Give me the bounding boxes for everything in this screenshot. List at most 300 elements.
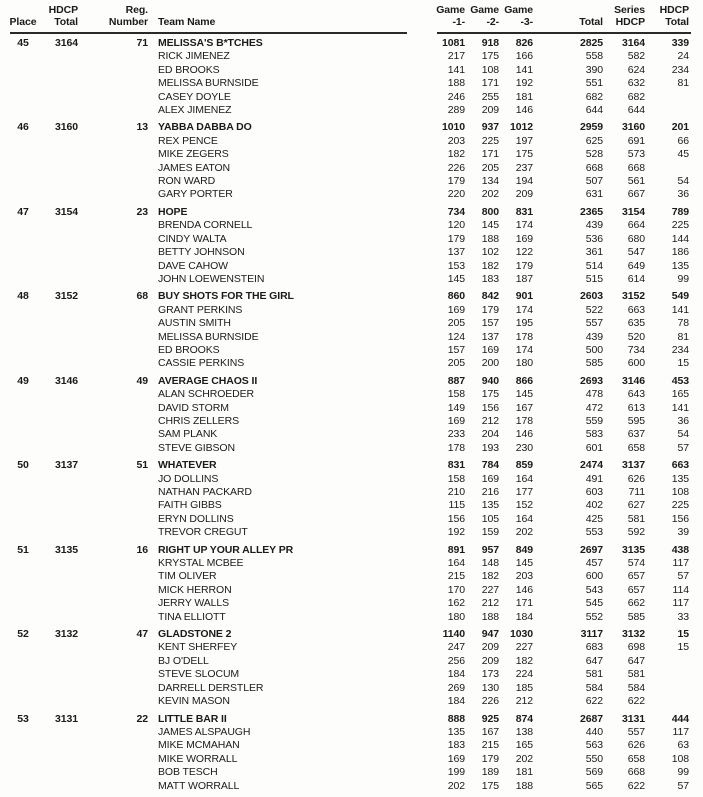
player-row: [0, 641, 692, 654]
player-game3-cell: 152: [515, 499, 533, 512]
empty-cell: [90, 557, 152, 570]
player-game2-cell: 148: [481, 557, 499, 570]
player-game3-cell: 145: [515, 557, 533, 570]
empty-cell: [90, 584, 152, 597]
player-hdcp-cell: 63: [677, 739, 689, 752]
empty-cell: [90, 219, 152, 232]
player-hdcp-cell: 39: [677, 526, 689, 539]
player-name-cell: GARY PORTER: [158, 188, 233, 201]
team-game2-cell: 784: [481, 459, 499, 472]
empty-cell: [90, 473, 152, 486]
team-total-cell: 2825: [580, 37, 603, 49]
empty-cell: [46, 473, 90, 486]
player-game3-cell: 185: [515, 681, 533, 694]
player-game3-cell: 122: [515, 246, 533, 259]
player-hdcp-cell: 57: [677, 570, 689, 583]
player-row: [0, 77, 692, 90]
player-name-cell: JAMES EATON: [158, 161, 231, 174]
empty-cell: [90, 77, 152, 90]
player-game2-cell: 225: [481, 134, 499, 147]
player-game2-cell: 173: [481, 668, 499, 681]
player-name-cell: MIKE ZEGERS: [158, 148, 229, 161]
team-hdcp_total-cell: 3154: [55, 205, 78, 218]
column-header-series_hdcp: [606, 0, 648, 33]
player-name-cell: DAVID STORM: [158, 401, 229, 414]
player-name-cell: JO DOLLINS: [158, 472, 219, 485]
player-hdcp-cell: 57: [677, 441, 689, 454]
team-game3-cell: 874: [515, 712, 533, 725]
player-game1-cell: 188: [447, 77, 465, 90]
empty-cell: [0, 135, 46, 148]
team-hdcp_total-cell: 3160: [55, 121, 78, 134]
team-reg_number-cell: 23: [136, 205, 148, 218]
team-game3-cell: 1012: [510, 121, 533, 134]
player-name-cell: DAVE CAHOW: [158, 259, 228, 272]
player-game3-cell: 141: [515, 63, 533, 76]
player-name-cell: BOB TESCH: [158, 766, 218, 779]
player-game2-cell: 159: [481, 526, 499, 539]
player-name-cell: JAMES ALSPAUGH: [158, 725, 251, 738]
player-game1-cell: 170: [447, 583, 465, 596]
player-game3-cell: 174: [515, 343, 533, 356]
player-row: [0, 317, 692, 330]
player-hdcp-cell: [648, 162, 692, 175]
empty-cell: [90, 148, 152, 161]
empty-cell: [46, 175, 90, 188]
player-game2-cell: 188: [481, 610, 499, 623]
team-hdcp-cell: 453: [671, 374, 689, 387]
empty-cell: [46, 526, 90, 539]
player-game3-cell: 178: [515, 414, 533, 427]
player-name-cell: NATHAN PACKARD: [158, 486, 252, 498]
empty-cell: [90, 331, 152, 344]
empty-cell: [46, 317, 90, 330]
column-header-hdcp_total: [46, 0, 90, 33]
empty-cell: [90, 135, 152, 148]
empty-cell: [90, 260, 152, 273]
team-game3-cell: 1030: [510, 628, 533, 641]
player-row: [0, 331, 692, 344]
player-total-cell: 584: [585, 681, 603, 694]
empty-cell: [0, 273, 46, 286]
empty-cell: [46, 753, 90, 766]
player-series_hdcp-cell: 662: [627, 597, 645, 610]
column-header-top-label: Reg.: [125, 4, 148, 16]
player-game2-cell: 200: [481, 357, 499, 370]
player-game1-cell: 180: [447, 610, 465, 623]
empty-cell: [46, 219, 90, 232]
player-hdcp-cell: 117: [672, 725, 689, 738]
player-series_hdcp-cell: 668: [627, 161, 645, 174]
player-series_hdcp-cell: 682: [627, 90, 645, 103]
player-name-cell: TINA ELLIOTT: [158, 610, 226, 623]
empty-cell: [46, 655, 90, 668]
column-header-total: [536, 0, 606, 33]
player-hdcp-cell: 141: [671, 401, 689, 414]
player-game2-cell: 212: [481, 597, 499, 610]
empty-cell: [90, 188, 152, 201]
empty-cell: [0, 499, 46, 512]
player-row: [0, 246, 692, 259]
player-series_hdcp-cell: 632: [627, 77, 645, 90]
player-game2-cell: 145: [481, 219, 499, 232]
team-place-cell: 47: [17, 205, 29, 218]
player-game2-cell: 175: [481, 779, 499, 792]
player-total-cell: 600: [585, 570, 603, 583]
team-reg_number-cell: 68: [136, 290, 148, 303]
player-game2-cell: 102: [481, 246, 499, 259]
player-game2-cell: 209: [481, 104, 499, 117]
player-game1-cell: 199: [447, 766, 465, 779]
player-hdcp-cell: 81: [677, 330, 689, 343]
player-series_hdcp-cell: 657: [627, 583, 645, 596]
player-total-cell: 514: [585, 259, 603, 272]
team-hdcp-cell: 201: [671, 121, 689, 134]
player-total-cell: 522: [585, 303, 603, 316]
team-total-cell: 2365: [580, 205, 603, 218]
team-row: [0, 286, 692, 303]
empty-cell: [46, 64, 90, 77]
player-series_hdcp-cell: 680: [627, 232, 645, 245]
empty-cell: [46, 726, 90, 739]
player-total-cell: 583: [585, 428, 603, 441]
player-series_hdcp-cell: 658: [627, 752, 645, 765]
column-header-game3: [502, 0, 536, 33]
player-hdcp-cell: 24: [677, 50, 689, 63]
empty-cell: [90, 486, 152, 499]
team-game1-cell: 860: [447, 290, 465, 303]
player-game2-cell: 215: [481, 739, 499, 752]
player-series_hdcp-cell: 637: [627, 428, 645, 441]
player-total-cell: 581: [585, 668, 603, 681]
empty-cell: [46, 344, 90, 357]
player-total-cell: 603: [585, 486, 603, 498]
player-hdcp-cell: 108: [671, 752, 689, 765]
player-total-cell: 457: [585, 557, 603, 570]
team-game1-cell: 888: [447, 712, 465, 725]
player-row: [0, 402, 692, 415]
empty-cell: [0, 415, 46, 428]
empty-cell: [46, 91, 90, 104]
player-series_hdcp-cell: 698: [627, 641, 645, 654]
player-name-cell: JERRY WALLS: [158, 597, 230, 610]
player-total-cell: 683: [585, 641, 603, 654]
team-place-cell: 52: [17, 628, 29, 641]
empty-cell: [0, 317, 46, 330]
team-game1-cell: 831: [447, 459, 465, 472]
player-row: [0, 175, 692, 188]
empty-cell: [46, 668, 90, 681]
player-name-cell: TREVOR CREGUT: [158, 526, 248, 539]
player-name-cell: MELISSA BURNSIDE: [158, 330, 259, 343]
player-game1-cell: 210: [447, 486, 465, 498]
player-game1-cell: 246: [447, 90, 465, 103]
player-hdcp-cell: 99: [677, 766, 689, 779]
player-game3-cell: 167: [515, 401, 533, 414]
player-game2-cell: 105: [481, 512, 499, 525]
player-name-cell: STEVE SLOCUM: [158, 668, 240, 681]
player-total-cell: 559: [585, 414, 603, 427]
player-game1-cell: 120: [447, 219, 465, 232]
player-series_hdcp-cell: 613: [627, 401, 645, 414]
player-series_hdcp-cell: 711: [628, 486, 645, 498]
empty-cell: [90, 162, 152, 175]
player-row: [0, 357, 692, 370]
team-series_hdcp-cell: 3154: [622, 205, 645, 218]
player-game2-cell: 130: [481, 681, 499, 694]
empty-cell: [90, 175, 152, 188]
empty-cell: [46, 246, 90, 259]
team-reg_number-cell: 22: [136, 712, 148, 725]
player-series_hdcp-cell: 691: [627, 134, 645, 147]
player-series_hdcp-cell: 584: [627, 681, 645, 694]
empty-cell: [46, 260, 90, 273]
empty-cell: [0, 695, 46, 708]
player-row: [0, 64, 692, 77]
player-game1-cell: 192: [447, 526, 465, 539]
empty-cell: [0, 175, 46, 188]
column-header-top-label: Game: [504, 4, 533, 16]
empty-cell: [46, 597, 90, 610]
team-place-cell: 53: [17, 712, 29, 725]
team-reg_number-cell: 51: [136, 459, 148, 472]
player-row: [0, 148, 692, 161]
team-series_hdcp-cell: 3152: [622, 290, 645, 303]
player-total-cell: 439: [585, 330, 603, 343]
player-game3-cell: 177: [515, 486, 533, 498]
player-row: [0, 526, 692, 539]
team-series_hdcp-cell: 3146: [622, 374, 645, 387]
player-game3-cell: 202: [515, 752, 533, 765]
player-total-cell: 625: [585, 134, 603, 147]
player-name-cell: CHRIS ZELLERS: [158, 414, 239, 427]
empty-cell: [46, 611, 90, 624]
player-series_hdcp-cell: 668: [627, 766, 645, 779]
team-game1-cell: 1010: [442, 121, 465, 134]
player-series_hdcp-cell: 581: [627, 512, 645, 525]
player-row: [0, 188, 692, 201]
player-game3-cell: 146: [515, 583, 533, 596]
column-header-bottom-label: Place: [9, 15, 37, 28]
player-total-cell: 557: [585, 317, 603, 330]
column-header-bottom-label: Team Name: [158, 15, 216, 28]
player-game2-cell: 216: [481, 486, 499, 498]
team-series_hdcp-cell: 3131: [622, 712, 645, 725]
team-game2-cell: 918: [481, 37, 499, 49]
player-row: [0, 766, 692, 779]
player-name-cell: RICK JIMENEZ: [158, 50, 230, 63]
player-game1-cell: 217: [447, 50, 465, 63]
empty-cell: [46, 499, 90, 512]
empty-cell: [90, 64, 152, 77]
player-game1-cell: 157: [447, 343, 465, 356]
player-series_hdcp-cell: 592: [627, 526, 645, 539]
empty-cell: [46, 442, 90, 455]
player-row: [0, 486, 692, 499]
empty-cell: [90, 50, 152, 63]
column-header-bottom-label: HDCP: [615, 15, 645, 28]
team-game2-cell: 957: [481, 543, 499, 556]
empty-cell: [0, 388, 46, 401]
player-game1-cell: 182: [447, 148, 465, 161]
player-game3-cell: 181: [515, 766, 533, 779]
team-hdcp_total-cell: 3132: [55, 628, 78, 641]
player-name-cell: REX PENCE: [158, 134, 218, 147]
player-game2-cell: 209: [481, 641, 499, 654]
player-name-cell: ALEX JIMENEZ: [158, 104, 232, 117]
player-game3-cell: 145: [515, 388, 533, 401]
player-game1-cell: 169: [447, 414, 465, 427]
player-game1-cell: 220: [447, 188, 465, 201]
player-game1-cell: 205: [447, 357, 465, 370]
player-hdcp-cell: 114: [672, 583, 689, 596]
team-series_hdcp-cell: 3135: [622, 543, 645, 556]
column-header-bottom-label: Total: [579, 15, 603, 28]
empty-cell: [90, 233, 152, 246]
player-name-cell: GRANT PERKINS: [158, 303, 243, 316]
player-game2-cell: 183: [481, 272, 499, 285]
team-name-cell: LITTLE BAR II: [158, 712, 227, 725]
empty-cell: [46, 188, 90, 201]
player-game3-cell: 195: [515, 317, 533, 330]
player-total-cell: 361: [585, 246, 603, 259]
team-hdcp-cell: 444: [671, 712, 689, 725]
player-game3-cell: 194: [515, 175, 533, 188]
player-game2-cell: 226: [481, 695, 499, 708]
empty-cell: [90, 317, 152, 330]
player-game3-cell: 179: [515, 259, 533, 272]
player-game2-cell: 188: [481, 232, 499, 245]
team-row: [0, 540, 692, 557]
player-total-cell: 439: [585, 219, 603, 232]
column-header-game2: [468, 0, 502, 33]
player-game1-cell: 205: [447, 317, 465, 330]
player-row: [0, 135, 692, 148]
player-game3-cell: 237: [515, 161, 533, 174]
team-game1-cell: 1140: [442, 628, 465, 641]
player-game1-cell: 156: [447, 512, 465, 525]
column-header-top-label: HDCP: [659, 4, 689, 16]
player-series_hdcp-cell: 561: [627, 175, 645, 188]
player-name-cell: BETTY JOHNSON: [158, 246, 245, 259]
player-hdcp-cell: 117: [672, 597, 689, 610]
player-total-cell: 425: [585, 512, 603, 525]
empty-cell: [46, 513, 90, 526]
player-game2-cell: 167: [481, 725, 499, 738]
player-row: [0, 668, 692, 681]
player-game2-cell: 202: [481, 188, 499, 201]
empty-cell: [90, 513, 152, 526]
empty-cell: [90, 273, 152, 286]
player-total-cell: 472: [585, 401, 603, 414]
player-total-cell: 536: [585, 232, 603, 245]
player-game3-cell: 146: [515, 104, 533, 117]
player-game3-cell: 227: [515, 641, 533, 654]
player-game1-cell: 153: [447, 259, 465, 272]
empty-cell: [46, 570, 90, 583]
player-total-cell: 402: [585, 499, 603, 512]
team-reg_number-cell: 47: [136, 628, 148, 641]
empty-cell: [46, 135, 90, 148]
empty-cell: [0, 668, 46, 681]
team-game1-cell: 891: [447, 543, 465, 556]
empty-cell: [46, 739, 90, 752]
empty-cell: [90, 597, 152, 610]
empty-cell: [0, 557, 46, 570]
empty-cell: [0, 104, 46, 117]
player-total-cell: 491: [585, 472, 603, 485]
player-game2-cell: 137: [481, 330, 499, 343]
team-game3-cell: 901: [515, 290, 533, 303]
player-series_hdcp-cell: 624: [627, 63, 645, 76]
column-header-top-label: HDCP: [48, 4, 78, 16]
player-total-cell: 551: [585, 77, 603, 90]
team-row: [0, 455, 692, 472]
player-hdcp-cell: 234: [671, 343, 689, 356]
empty-cell: [0, 219, 46, 232]
team-hdcp-cell: 339: [671, 37, 689, 49]
player-game1-cell: 178: [447, 441, 465, 454]
team-name-cell: YABBA DABBA DO: [158, 121, 252, 134]
player-game2-cell: 182: [481, 259, 499, 272]
player-game3-cell: 197: [515, 134, 533, 147]
player-game3-cell: 202: [515, 526, 533, 539]
empty-cell: [90, 388, 152, 401]
empty-cell: [46, 584, 90, 597]
team-reg_number-cell: 16: [136, 543, 148, 556]
player-game1-cell: 124: [447, 330, 465, 343]
player-game3-cell: 164: [515, 472, 533, 485]
empty-cell: [0, 753, 46, 766]
player-hdcp-cell: 54: [677, 428, 689, 441]
player-game1-cell: 203: [447, 134, 465, 147]
player-game2-cell: 255: [481, 90, 499, 103]
player-total-cell: 515: [585, 272, 603, 285]
empty-cell: [0, 357, 46, 370]
player-game1-cell: 215: [447, 570, 465, 583]
empty-cell: [46, 682, 90, 695]
player-game1-cell: 158: [447, 472, 465, 485]
column-header-reg_number: [90, 0, 152, 33]
team-hdcp-cell: 438: [671, 543, 689, 556]
empty-cell: [0, 148, 46, 161]
player-name-cell: SAM PLANK: [158, 428, 218, 441]
player-hdcp-cell: 225: [671, 219, 689, 232]
player-hdcp-cell: 66: [677, 134, 689, 147]
team-place-cell: 51: [17, 543, 29, 556]
player-hdcp-cell: 33: [677, 610, 689, 623]
empty-cell: [0, 766, 46, 779]
player-row: [0, 473, 692, 486]
player-hdcp-cell: 78: [677, 317, 689, 330]
player-row: [0, 219, 692, 232]
empty-cell: [0, 91, 46, 104]
team-hdcp-cell: 663: [671, 459, 689, 472]
player-game3-cell: 192: [515, 77, 533, 90]
empty-cell: [46, 695, 90, 708]
player-game1-cell: 179: [447, 175, 465, 188]
player-total-cell: 543: [585, 583, 603, 596]
player-game2-cell: 205: [481, 161, 499, 174]
empty-cell: [90, 739, 152, 752]
empty-cell: [0, 584, 46, 597]
player-series_hdcp-cell: 581: [627, 668, 645, 681]
player-total-cell: 563: [585, 739, 603, 752]
player-hdcp-cell: 135: [671, 472, 689, 485]
player-game2-cell: 227: [481, 583, 499, 596]
team-game2-cell: 800: [481, 205, 499, 218]
empty-cell: [0, 50, 46, 63]
